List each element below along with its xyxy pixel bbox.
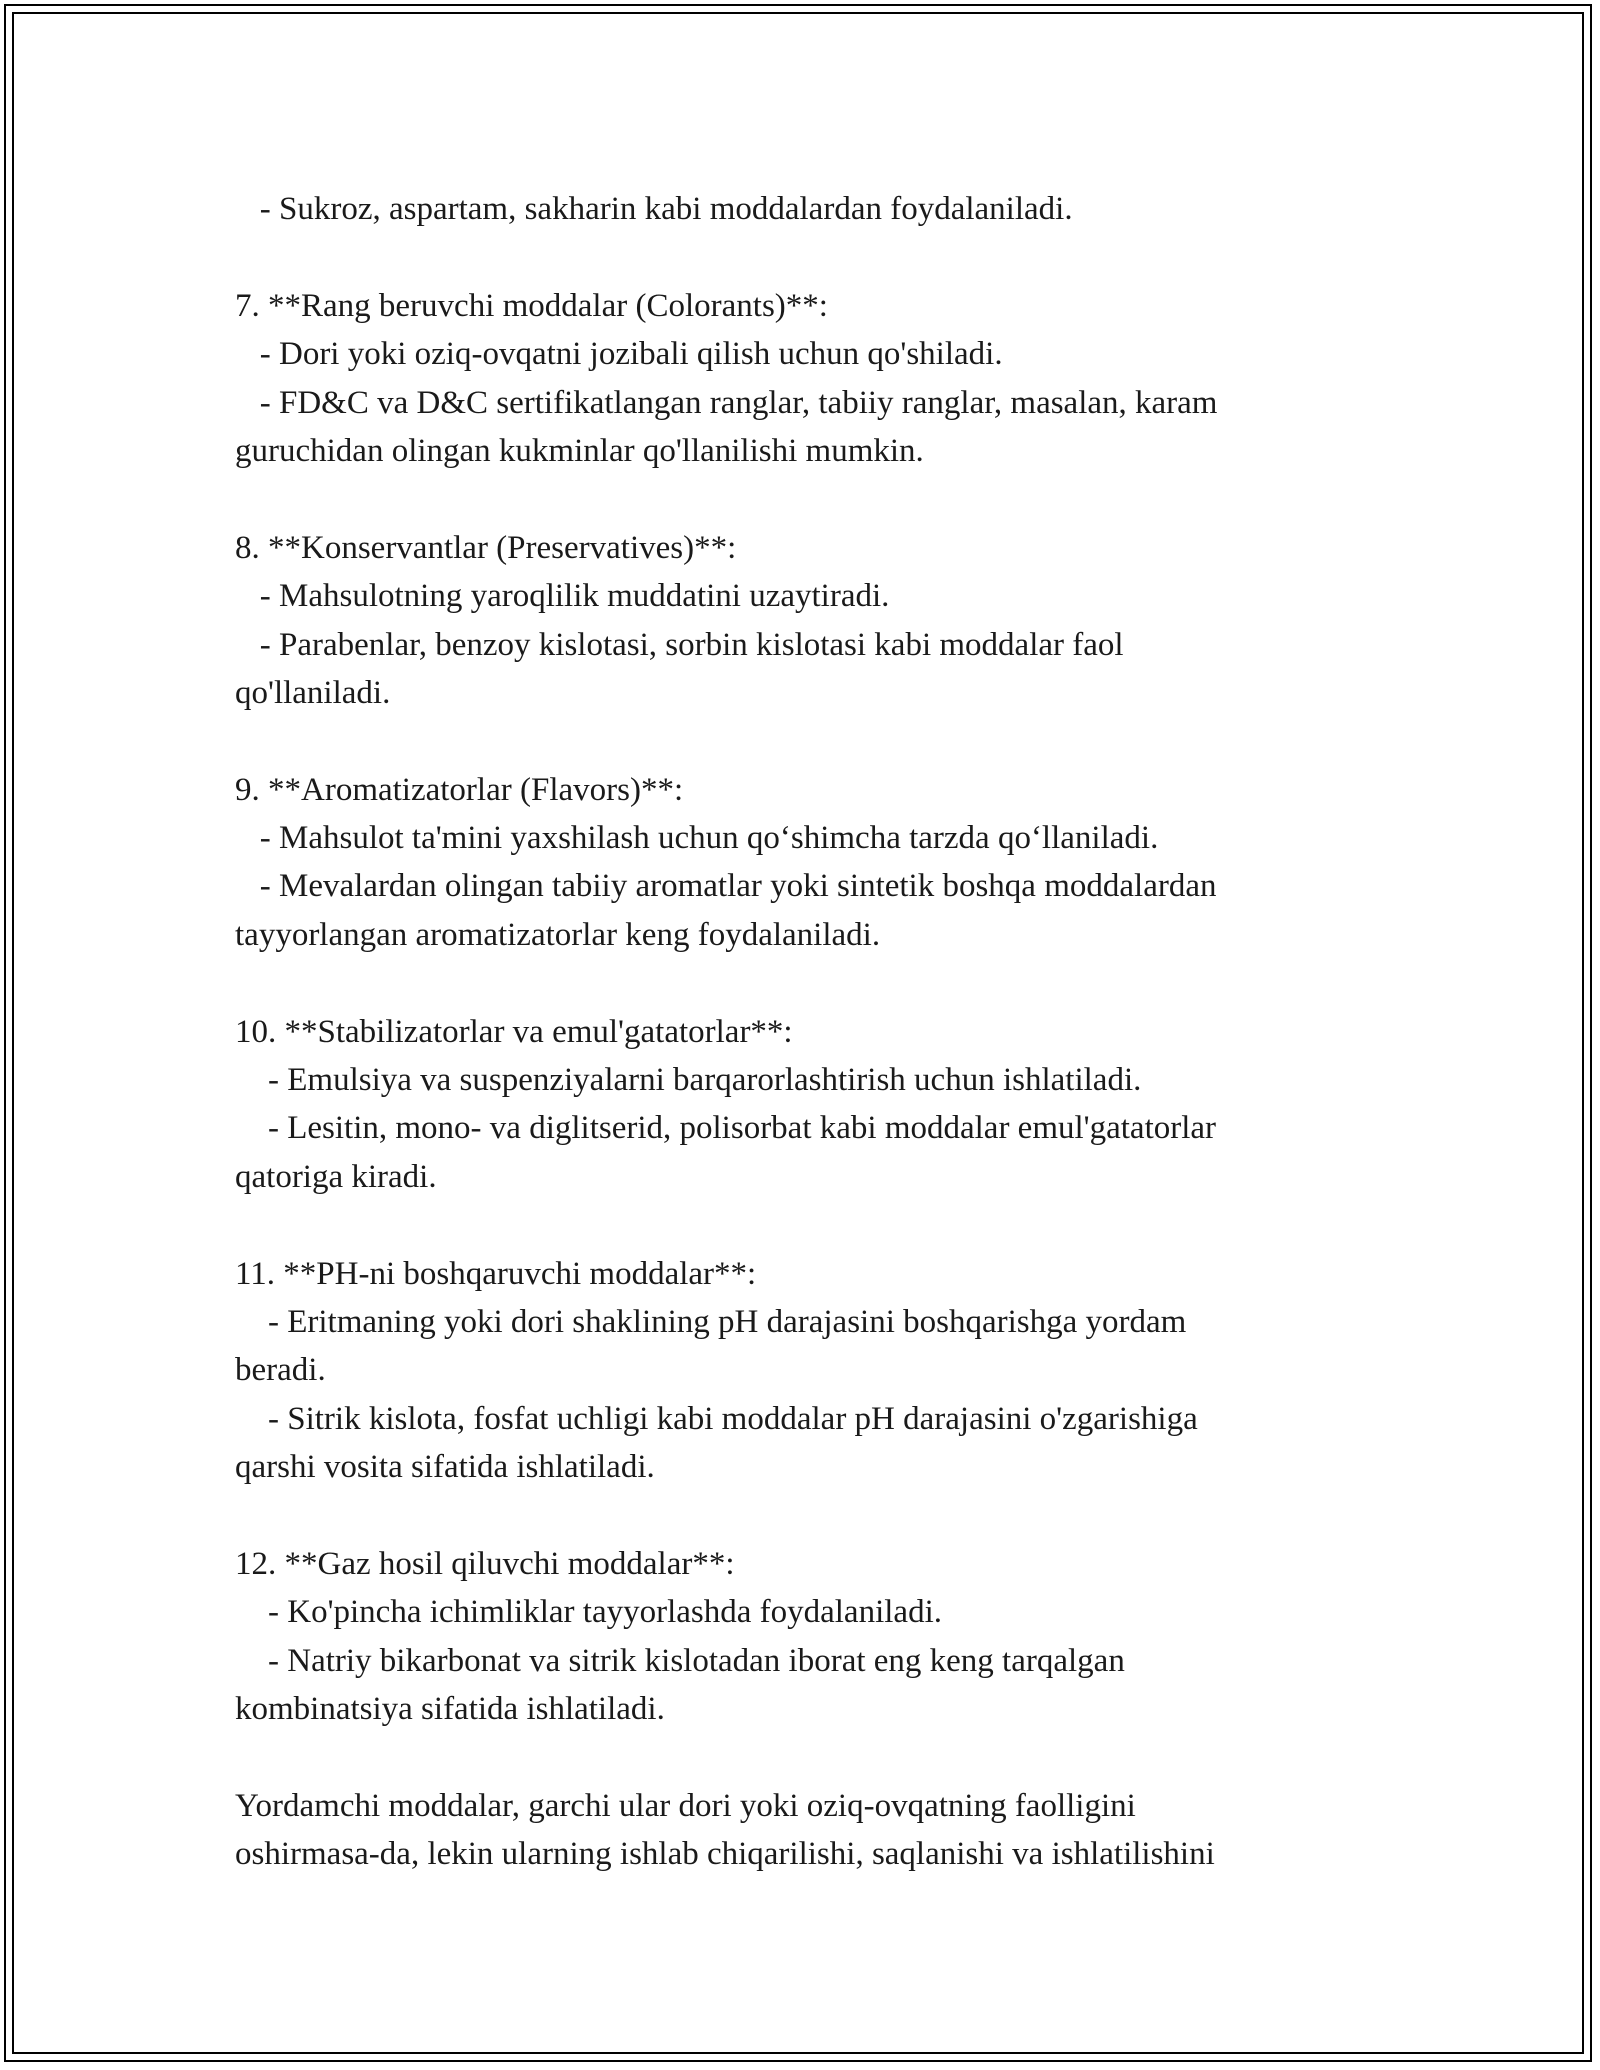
- section-line: - Emulsiya va suspenziyalarni barqarorlashtirish uchun ishlatiladi.: [235, 1062, 1142, 1099]
- section-line: tayyorlangan aromatizatorlar keng foydalaniladi.: [235, 916, 881, 953]
- document-body: [235, 185, 1370, 1879]
- section-line: - Mevalardan olingan tabiiy aromatlar yoki sintetik boshqa moddalardan: [235, 868, 1217, 905]
- section-line: - Natriy bikarbonat va sitrik kislotadan iborat eng keng tarqalgan: [235, 1642, 1125, 1679]
- intro-line: - Sukroz, aspartam, sakharin kabi moddalardan foydalaniladi.: [235, 191, 1073, 227]
- section-line: - FD&C va D&C sertifikatlangan ranglar, tabiiy ranglar, masalan, karam: [235, 384, 1218, 421]
- section-heading: 9. **Aromatizatorlar (Flavors)**:: [235, 771, 684, 808]
- section-line: - Parabenlar, benzoy kislotasi, sorbin kislotasi kabi moddalar faol: [235, 626, 1124, 663]
- spacer: [235, 1201, 1370, 1249]
- spacer: [235, 1492, 1370, 1540]
- spacer: [235, 959, 1370, 1007]
- spacer: [235, 233, 1370, 281]
- closing-paragraph: [235, 1782, 1370, 1879]
- section-line: - Mahsulot ta'mini yaxshilash uchun qo‘shimcha tarzda qo‘llaniladi.: [235, 820, 1159, 857]
- section-line: - Dori yoki oziq-ovqatni jozibali qilish uchun qo'shiladi.: [235, 336, 1003, 373]
- section-heading: 11. **PH-ni boshqaruvchi moddalar**:: [235, 1255, 757, 1292]
- spacer: [235, 1734, 1370, 1782]
- section-flavors: [235, 766, 1370, 960]
- section-line: - Ko'pincha ichimliklar tayyorlashda foydalaniladi.: [235, 1594, 942, 1631]
- section-line: - Lesitin, mono- va diglitserid, polisorbat kabi moddalar emul'gatatorlar: [235, 1110, 1217, 1147]
- section-line: beradi.: [235, 1352, 326, 1389]
- section-colorants: [235, 282, 1370, 476]
- section-line: qo'llaniladi.: [235, 674, 391, 711]
- section-heading: 12. **Gaz hosil qiluvchi moddalar**:: [235, 1545, 735, 1582]
- section-line: kombinatsiya sifatida ishlatiladi.: [235, 1691, 665, 1728]
- section-heading: 8. **Konservantlar (Preservatives)**:: [235, 529, 737, 566]
- section-ph-regulators: [235, 1250, 1370, 1492]
- section-line: - Sitrik kislota, fosfat uchligi kabi moddalar pH darajasini o'zgarishiga: [235, 1400, 1198, 1437]
- section-line: - Mahsulotning yaroqlilik muddatini uzaytiradi.: [235, 578, 890, 615]
- section-preservatives: [235, 524, 1370, 718]
- section-line: - Eritmaning yoki dori shaklining pH darajasini boshqarishga yordam: [235, 1303, 1187, 1340]
- section-line: qarshi vosita sifatida ishlatiladi.: [235, 1449, 655, 1486]
- section-line: guruchidan olingan kukminlar qo'llanilishi mumkin.: [235, 432, 924, 469]
- spacer: [235, 475, 1370, 523]
- spacer: [235, 717, 1370, 765]
- section-heading: 7. **Rang beruvchi moddalar (Colorants)**:: [235, 287, 828, 324]
- section-stabilizers: [235, 1008, 1370, 1202]
- closing-line: oshirmasa-da, lekin ularning ishlab chiqarilishi, saqlanishi va ishlatilishini: [235, 1836, 1215, 1873]
- closing-line: Yordamchi moddalar, garchi ular dori yoki oziq-ovqatning faolligini: [235, 1787, 1136, 1824]
- section-gas-forming: [235, 1540, 1370, 1734]
- section-line: qatoriga kiradi.: [235, 1158, 437, 1195]
- section-heading: 10. **Stabilizatorlar va emul'gatatorlar**:: [235, 1013, 793, 1050]
